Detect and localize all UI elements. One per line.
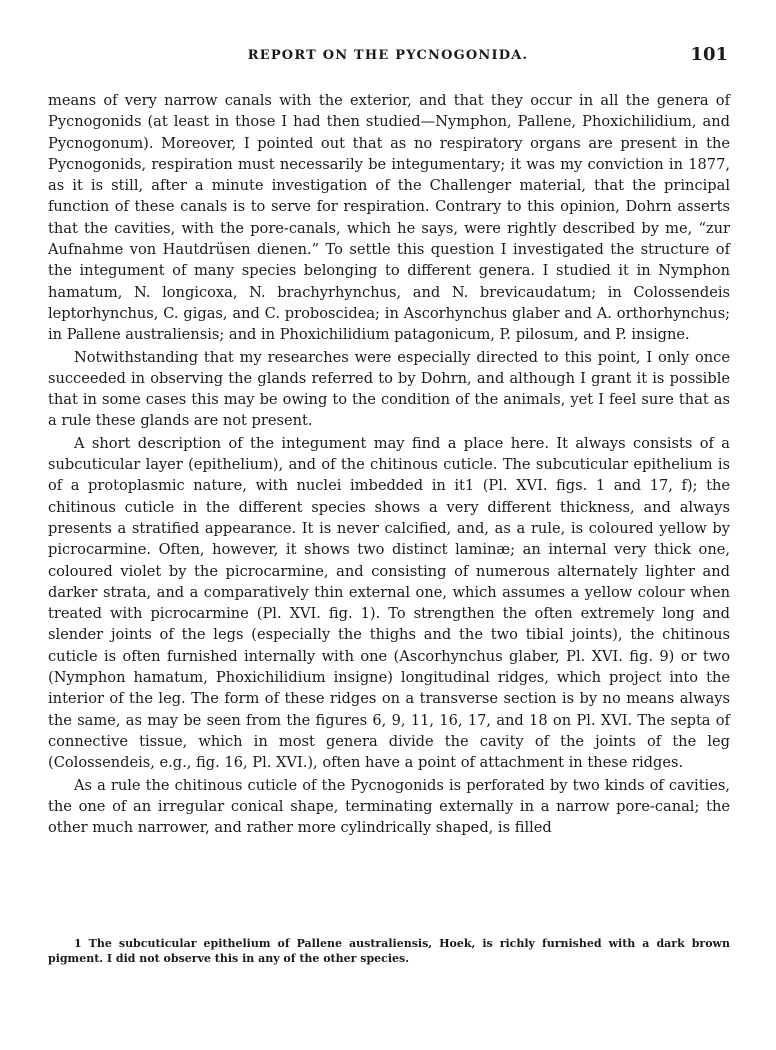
footnote: 1 The subcuticular epithelium of Pallene australiensis, Hoek, is richly furnished with a dark brown pigment. I did not observe this in any of the other species. xyxy=(48,937,730,965)
paragraph-2: Notwithstanding that my researches were especially directed to this point, I only once succeeded in observing the glands referred to by Dohrn, and although I grant it is possible that in some cases this may be owing to the condition of the animals, yet I feel sure that as a rule these glands are not present. xyxy=(48,348,730,430)
paragraph-3: A short description of the integument may find a place here. It always consists of a subcuticular layer (epithelium), and of the chitinous cuticle. The subcuticular epithelium is of a protoplasmic nature, with nuclei imbedded in it1 (Pl. XVI. figs. 1 and 17, f); the chitinous cuticle in the different species shows a very different thickness, and always presents a stratified appearance. It is never calcified, and, as a rule, is coloured yellow by picrocarmine. Often, however, it shows two distinct laminæ; an internal very thick one, coloured violet by the picrocarmine, and consisting of numerous alternately lighter and darker strata, and a comparatively thin external one, which assumes a yellow colour when treated with picrocarmine (Pl. XVI. fig. 1). To strengthen the often extremely long and slender joints of the legs (especially the thighs and the two tibial joints), the chitinous cuticle is often furnished internally with one (Ascorhynchus glaber, Pl. XVI. fig. 9) or two (Nymphon hamatum, Phoxichilidium insigne) longitudinal ridges, which project into the interior of the leg. The form of these ridges on a transverse section is by no means always the same, as may be seen from the figures 6, 9, 11, 16, 17, and 18 on Pl. XVI. The septa of connective tissue, which in most genera divide the cavity of the joints of the leg (Colossendeis, e.g., fig. 16, Pl. XVI.), often have a point of attachment in these ridges. xyxy=(48,434,730,772)
paragraph-1: means of very narrow canals with the exterior, and that they occur in all the genera of Pycnogonids (at least in those I had then studied—Nymphon, Pallene, Phoxichilidium, and Pycnogonum). Moreover, I pointed out that as no respiratory organs are present in the Pycnogonids, respiration must necessarily be integumentary; it was my conviction in 1877, as it is still, after a minute investigation of the Challenger material, that the principal function of these canals is to serve for respiration. Contrary to this opinion, Dohrn asserts that the cavities, with the pore-canals, which he says, were rightly described by me, “zur Aufnahme von Hautdrüsen dienen.” To settle this question I investigated the structure of the integument of many species belonging to different genera. I studied it in Nymphon hamatum, N. longicoxa, N. brachyrhynchus, and N. brevicaudatum; in Colossendeis leptorhynchus, C. gigas, and C. proboscidea; in Ascorhynchus glaber and A. orthorhynchus; in Pallene australiensis; and in Phoxichilidium patagonicum, P. pilosum, and P. insigne. xyxy=(48,92,730,344)
body-text xyxy=(48,90,730,838)
running-header xyxy=(48,44,728,70)
running-title: REPORT ON THE PYCNOGONIDA. xyxy=(247,48,529,63)
paragraph-4: As a rule the chitinous cuticle of the Pycnogonids is perforated by two kinds of cavities, the one of an irregular conical shape, terminating externally in a narrow pore-canal; the other much narrower, and rather more cylindrically shaped, is filled xyxy=(48,776,730,837)
page-number: 101 xyxy=(690,44,728,65)
